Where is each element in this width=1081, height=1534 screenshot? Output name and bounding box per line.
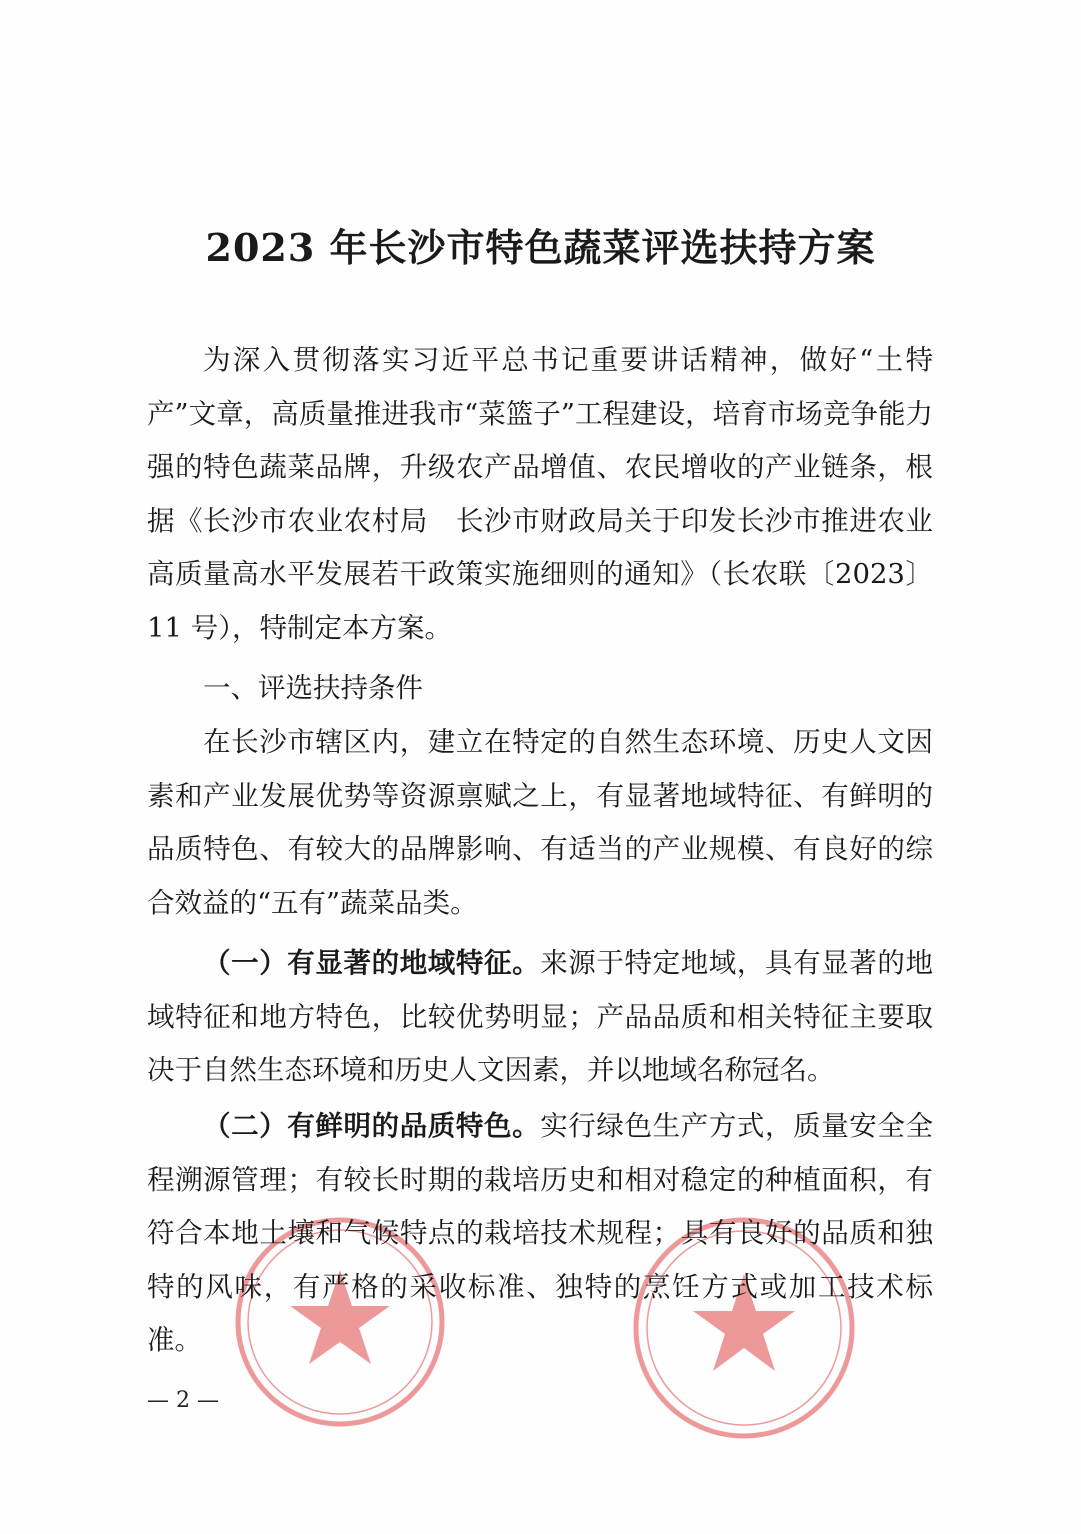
criteria-item-2-text: 实行绿色生产方式，质量安全全程溯源管理；有较长时期的栽培历史和相对稳定的种植面积，有符合本地土壤和气候特点的栽培技术规程；具有良好的品质和独特的风味，有严格的采收标准、独特的烹饪方式或加工技术标准。 [147, 1110, 934, 1357]
section-heading: 一、评选扶持条件 [203, 672, 423, 704]
criteria-item-1 [147, 937, 933, 1098]
section-paragraph: 在长沙市辖区内，建立在特定的自然生态环境、历史人文因素和产业发展优势等资源禀赋之上，有显著地域特征、有鲜明的品质特色、有较大的品牌影响、有适当的产业规模、有良好的综合效益的“五有”蔬菜品类。 [147, 726, 933, 919]
intro-paragraph: 为深入贯彻落实习近平总书记重要讲话精神，做好“土特产”文章，高质量推进我市“菜篮子”工程建设，培育市场竞争能力强的特色蔬菜品牌，升级农产品增值、农民增收的产业链条，根据《长沙市农业农村局 长沙市财政局关于印发长沙市推进农业高质量高水平发展若干政策实施细则的通知》（长农联〔2023〕11 号），特制定本方案。 [147, 344, 933, 644]
document-title: 2023 年长沙市特色蔬菜评选扶持方案 [205, 225, 876, 270]
criteria-item-1-text: 来源于特定地域，具有显著的地域特征和地方特色，比较优势明显；产品品质和相关特征主要取决于自然生态环境和历史人文因素，并以地域名称冠名。 [147, 947, 934, 1087]
criteria-item-2-label: （二）有鲜明的品质特色。 [203, 1110, 541, 1142]
criteria-item-1-label: （一）有显著的地域特征。 [203, 947, 541, 979]
page-number: — 2 — [147, 1388, 219, 1413]
criteria-item-2 [147, 1100, 933, 1368]
